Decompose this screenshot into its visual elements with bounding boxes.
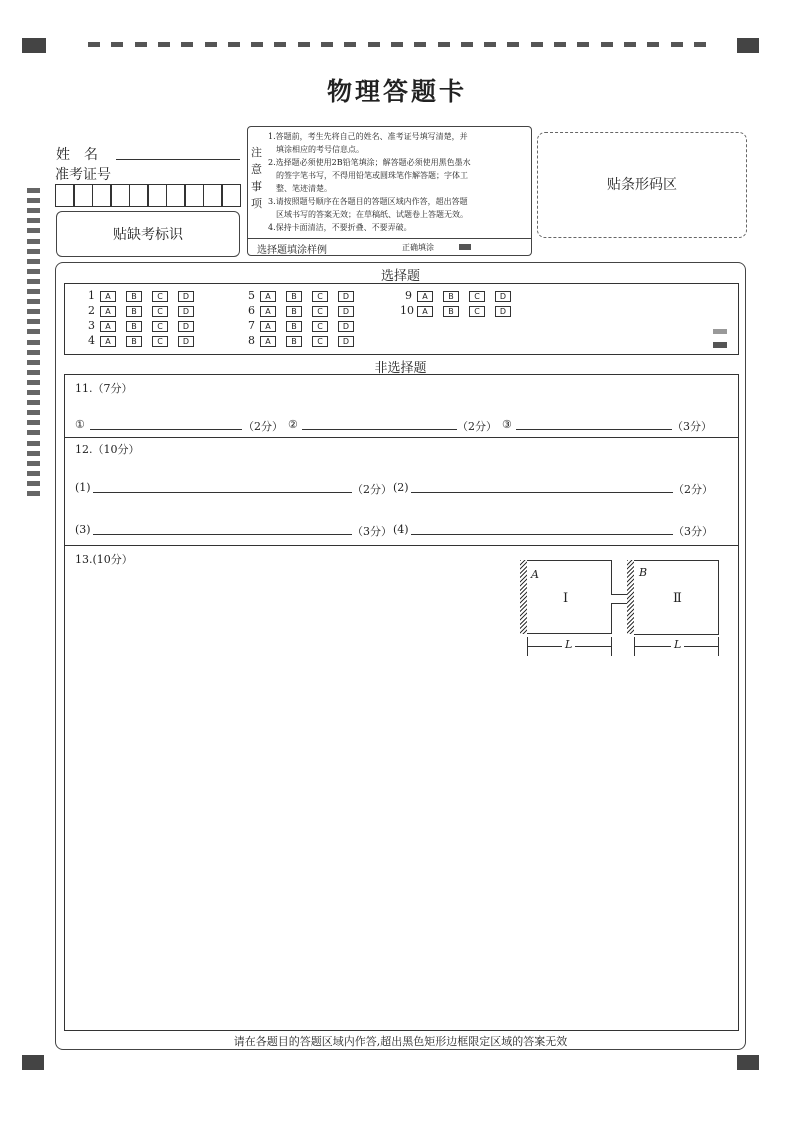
choice-option-bubble[interactable]: C: [469, 306, 485, 317]
choice-question-number: 7: [248, 319, 255, 332]
note-line: 2.选择题必须使用2B铅笔填涂；解答题必须使用黑色墨水: [268, 158, 471, 167]
id-label: 准考证号: [55, 167, 111, 183]
timing-mark: [135, 42, 147, 47]
choice-option-bubble[interactable]: A: [100, 336, 116, 347]
choice-question-row: [400, 304, 521, 317]
timing-mark: [27, 400, 40, 405]
missing-exam-label: 贴缺考标识: [113, 227, 183, 243]
choice-question-number: 5: [248, 289, 255, 302]
choice-question-number: 3: [88, 319, 95, 332]
timing-mark: [27, 390, 40, 395]
timing-mark: [438, 42, 450, 47]
choice-option-bubble[interactable]: B: [443, 291, 459, 302]
piston-a: [520, 560, 527, 634]
q12-blank3-label: (3): [75, 523, 91, 536]
notes-text: [268, 130, 528, 234]
choice-option-bubble[interactable]: C: [152, 291, 168, 302]
choice-option-bubble[interactable]: C: [152, 336, 168, 347]
notes-heading: [250, 144, 263, 212]
choice-option-bubble[interactable]: C: [312, 306, 328, 317]
id-digit-cell[interactable]: [55, 184, 74, 207]
timing-mark: [27, 228, 40, 233]
timing-mark: [298, 42, 310, 47]
piston-a-label: A: [531, 568, 539, 581]
id-digit-cell[interactable]: [185, 184, 204, 207]
timing-mark: [27, 461, 40, 466]
q12-blank3-score: （3分）: [352, 525, 392, 538]
choice-option-bubble[interactable]: D: [178, 291, 194, 302]
q12-blank4[interactable]: [411, 534, 673, 535]
q12-blank4-label: (4): [393, 523, 409, 536]
choice-option-bubble[interactable]: A: [100, 306, 116, 317]
choice-option-bubble[interactable]: C: [312, 321, 328, 332]
choice-option-bubble[interactable]: D: [495, 291, 511, 302]
note-line: 4.保持卡面清洁，不要折叠、不要弄破。: [268, 223, 412, 232]
choice-option-bubble[interactable]: A: [260, 321, 276, 332]
q12-blank2-label: (2): [393, 481, 409, 494]
page-title: 物理答题卡: [326, 77, 467, 106]
notes-heading-char: 意: [251, 163, 262, 176]
choice-option-bubble[interactable]: C: [312, 291, 328, 302]
choice-option-bubble[interactable]: B: [126, 336, 142, 347]
corner-mark-bottom-right: [737, 1055, 759, 1070]
id-digit-cell[interactable]: [129, 184, 148, 207]
piston-b-label: B: [639, 566, 648, 579]
timing-mark: [158, 42, 170, 47]
timing-mark: [484, 42, 496, 47]
non-choice-header: 非选择题: [374, 361, 427, 376]
timing-mark: [391, 42, 403, 47]
timing-mark: [228, 42, 240, 47]
choice-option-bubble[interactable]: A: [417, 291, 433, 302]
timing-mark: [27, 451, 40, 456]
choice-option-bubble[interactable]: B: [126, 321, 142, 332]
choice-question-row: [243, 304, 364, 317]
notes-heading-char: 项: [251, 197, 262, 210]
dim-tick: [718, 637, 719, 656]
note-line: 填涂相应的考号信息点。: [268, 145, 364, 154]
name-field[interactable]: [116, 159, 240, 160]
timing-mark: [577, 42, 589, 47]
note-line: 3.请按照题号顺序在各题目的答题区域内作答，超出答题: [268, 197, 468, 206]
note-line: 1.答题前，考生先将自己的姓名、准考证号填写清楚，并: [268, 132, 468, 141]
choice-option-bubble[interactable]: B: [443, 306, 459, 317]
choice-option-bubble[interactable]: A: [417, 306, 433, 317]
q11-blank1-score: （2分）: [243, 420, 283, 433]
notes-heading-char: 注: [251, 146, 262, 159]
choice-option-bubble[interactable]: C: [312, 336, 328, 347]
timing-mark: [414, 42, 426, 47]
name-label: 姓 名: [56, 147, 98, 163]
q13-title: 13.(10分）: [75, 553, 133, 566]
choice-question-row: [83, 289, 204, 302]
timing-mark: [27, 441, 40, 446]
choice-option-bubble[interactable]: D: [338, 336, 354, 347]
id-digit-cell[interactable]: [148, 184, 167, 207]
barcode-label: 贴条形码区: [607, 177, 677, 193]
timing-mark: [27, 340, 40, 345]
q11-blank2-label: ②: [288, 418, 298, 431]
choice-option-bubble[interactable]: D: [338, 306, 354, 317]
timing-mark: [27, 188, 40, 193]
choice-option-bubble[interactable]: C: [152, 321, 168, 332]
note-line: 的签字笔书写，不得用铅笔或圆珠笔作解答题；字体工: [268, 171, 468, 180]
timing-mark: [88, 42, 100, 47]
choice-option-bubble[interactable]: A: [100, 291, 116, 302]
choice-question-row: [83, 334, 204, 347]
choice-option-bubble[interactable]: A: [260, 306, 276, 317]
choice-option-bubble[interactable]: D: [338, 291, 354, 302]
q11-blank1-label: ①: [75, 418, 85, 431]
timing-mark: [27, 350, 40, 355]
timing-mark: [27, 360, 40, 365]
timing-mark: [27, 329, 40, 334]
timing-mark: [274, 42, 286, 47]
choice-option-bubble[interactable]: A: [260, 336, 276, 347]
chamber-1-top: [527, 560, 612, 561]
timing-mark: [181, 42, 193, 47]
id-digit-cell[interactable]: [92, 184, 111, 207]
choice-option-bubble[interactable]: B: [126, 306, 142, 317]
timing-mark: [27, 319, 40, 324]
dim-tick: [611, 637, 612, 656]
note-line: 区域书写的答案无效；在草稿纸、试题卷上答题无效。: [268, 210, 468, 219]
chamber-1-right-upper: [611, 560, 612, 594]
choice-question-row: [83, 319, 204, 332]
timing-mark: [27, 471, 40, 476]
q11-blank3[interactable]: [516, 429, 672, 430]
timing-mark: [507, 42, 519, 47]
choice-option-bubble[interactable]: A: [260, 291, 276, 302]
timing-mark: [27, 239, 40, 244]
chamber-1-right-lower: [611, 603, 612, 634]
timing-mark: [27, 249, 40, 254]
note-line: 整、笔迹清楚。: [268, 184, 332, 193]
timing-mark: [27, 299, 40, 304]
timing-mark: [27, 289, 40, 294]
choice-header: 选择题: [380, 269, 420, 284]
choice-option-bubble[interactable]: B: [286, 306, 302, 317]
timing-mark: [531, 42, 543, 47]
choice-option-bubble[interactable]: A: [100, 321, 116, 332]
timing-mark: [554, 42, 566, 47]
chamber-1-bottom: [527, 633, 612, 634]
corner-mark-bottom-left: [22, 1055, 44, 1070]
timing-mark: [27, 269, 40, 274]
chamber-2-label: Ⅱ: [673, 591, 682, 606]
timing-mark: [671, 42, 683, 47]
choice-question-number: 1: [88, 289, 95, 302]
fill-sample-label: 选择题填涂样例: [257, 245, 327, 256]
correct-fill-sample: [459, 244, 471, 250]
timing-mark: [27, 208, 40, 213]
q11-blank2-score: （2分）: [457, 420, 497, 433]
choice-option-bubble[interactable]: D: [178, 321, 194, 332]
id-digit-cell[interactable]: [166, 184, 185, 207]
choice-option-bubble[interactable]: B: [286, 291, 302, 302]
notes-heading-char: 事: [251, 180, 262, 193]
q12-title: 12.（10分）: [75, 443, 140, 456]
q11-blank2[interactable]: [302, 429, 457, 430]
choice-question-row: [243, 319, 364, 332]
connecting-tube-bottom: [611, 603, 628, 604]
id-digit-cell[interactable]: [222, 184, 241, 207]
choice-option-bubble[interactable]: D: [178, 306, 194, 317]
choice-question-row: [83, 304, 204, 317]
timing-mark: [461, 42, 473, 47]
correct-fill-label: 正确填涂: [402, 243, 434, 252]
q12-blank1-score: （2分）: [352, 483, 392, 496]
choice-question-number: 6: [248, 304, 255, 317]
q12-blank2-score: （2分）: [673, 483, 713, 496]
choice-question-number: 10: [400, 304, 414, 317]
length-label-2: L: [671, 638, 684, 651]
choice-option-bubble[interactable]: D: [178, 336, 194, 347]
timing-mark: [27, 430, 40, 435]
timing-mark: [27, 198, 40, 203]
id-digit-cell[interactable]: [74, 184, 93, 207]
timing-mark: [601, 42, 613, 47]
q11-blank3-label: ③: [502, 418, 512, 431]
timing-mark: [27, 410, 40, 415]
q11-title: 11.（7分）: [75, 382, 133, 395]
timing-mark: [27, 309, 40, 314]
q12-blank1-label: (1): [75, 481, 91, 494]
timing-mark: [251, 42, 263, 47]
timing-mark: [111, 42, 123, 47]
q12-blank1[interactable]: [93, 492, 352, 493]
choice-question-row: [243, 334, 364, 347]
timing-mark: [624, 42, 636, 47]
q12-blank4-score: （3分）: [673, 525, 713, 538]
timing-mark: [27, 218, 40, 223]
q12-blank2[interactable]: [411, 492, 673, 493]
notes-divider: [247, 238, 531, 239]
timing-mark: [647, 42, 659, 47]
q12-blank3[interactable]: [93, 534, 352, 535]
q11-blank3-score: （3分）: [672, 420, 712, 433]
choice-option-bubble[interactable]: C: [152, 306, 168, 317]
choice-option-bubble[interactable]: B: [286, 321, 302, 332]
timing-mark: [27, 380, 40, 385]
footer-note: 请在各题目的答题区域内作答,超出黑色矩形边框限定区域的答案无效: [233, 1035, 568, 1048]
chamber-1-label: Ⅰ: [563, 591, 569, 606]
timing-mark: [27, 279, 40, 284]
id-digit-cell[interactable]: [111, 184, 130, 207]
choice-option-bubble[interactable]: B: [286, 336, 302, 347]
timing-mark: [27, 370, 40, 375]
timing-mark: [27, 481, 40, 486]
timing-mark: [321, 42, 333, 47]
timing-mark: [205, 42, 217, 47]
timing-mark: [27, 491, 40, 496]
corner-mark-top-left: [22, 38, 46, 53]
corner-mark-top-right: [737, 38, 759, 53]
choice-option-bubble[interactable]: D: [495, 306, 511, 317]
choice-option-bubble[interactable]: D: [338, 321, 354, 332]
timing-mark: [694, 42, 706, 47]
timing-mark: [344, 42, 356, 47]
connecting-tube-top: [611, 594, 628, 595]
fill-mark-dark: [713, 342, 727, 348]
id-digit-cell[interactable]: [203, 184, 222, 207]
length-label-1: L: [562, 638, 575, 651]
fill-mark-light: [713, 329, 727, 334]
choice-option-bubble[interactable]: C: [469, 291, 485, 302]
choice-question-number: 4: [88, 334, 95, 347]
choice-question-row: [400, 289, 521, 302]
q11-blank1[interactable]: [90, 429, 242, 430]
choice-question-number: 2: [88, 304, 95, 317]
piston-b: [627, 560, 634, 634]
choice-question-number: 9: [405, 289, 412, 302]
choice-question-number: 8: [248, 334, 255, 347]
choice-option-bubble[interactable]: B: [126, 291, 142, 302]
choice-question-row: [243, 289, 364, 302]
timing-mark: [27, 420, 40, 425]
timing-mark: [27, 259, 40, 264]
timing-mark: [368, 42, 380, 47]
